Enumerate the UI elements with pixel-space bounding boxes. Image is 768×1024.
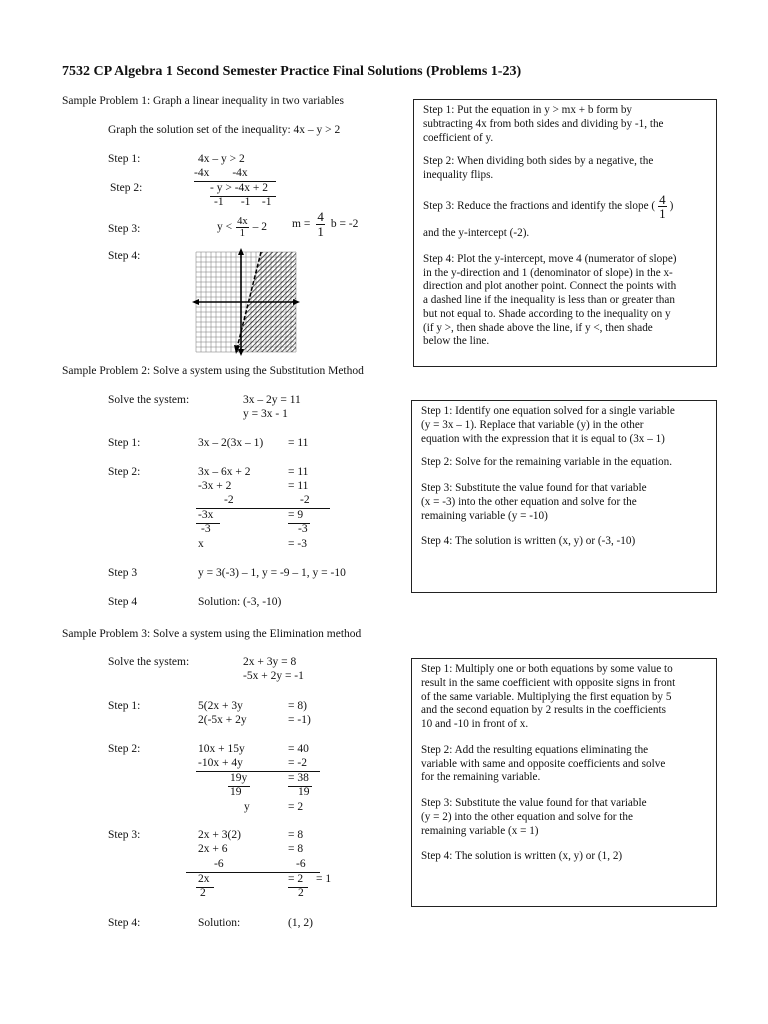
p1-explain-s4-line: but not equal to. Shade according to the inequality on y [423,307,671,320]
p2-work-rhs: = -3 [288,538,307,550]
p1-explain-s4-line: direction and plot another point. Connect the points with [423,280,677,293]
p2-explain-step1 [421,405,707,446]
p1-explain-s4-line: Step 4: Plot the y-intercept, move 4 (numerator of slope) [423,252,677,265]
p2-step1-label: Step 1: [108,437,141,449]
p3-step4-value: (1, 2) [288,917,313,929]
p1-step3-expr [217,216,267,239]
p3-s3-rhs: = 2 [288,873,304,885]
p3-s3-lhs: 2x [198,873,210,885]
p1-subtract-row: -4x -4x [194,167,248,179]
p2-equation-1: 3x – 2y = 11 [243,394,301,406]
p2-step3-label: Step 3 [108,567,138,579]
p2-explain-s3-line: remaining variable (y = -10) [421,509,548,522]
p1-b-value: b = -2 [330,217,359,230]
p1-step1-label: Step 1: [108,153,141,165]
p1-explain-step4 [423,253,707,349]
p3-explain-s4-line: Step 4: The solution is written (x, y) or (1, 2) [421,850,623,863]
p1-step3-fraction [236,216,249,239]
p2-explanation-box [411,400,717,593]
p3-s2-lhs: 19 [230,786,242,798]
p1-explain-s2-line: Step 2: When dividing both sides by a negative, the [423,155,654,168]
p3-s3-lhs: -6 [214,858,224,870]
p1-explain-slope-den: 1 [659,206,666,222]
p2-explain-s3-line: Step 3: Substitute the value found for that variable [421,482,647,495]
p2-work-lhs: -3x + 2 [198,480,232,492]
p1-explain-s1-line: coefficient of y. [423,131,494,144]
p3-s3-rhs: -6 [296,858,306,870]
p3-step4-label: Step 4: [108,917,141,929]
p2-work-lhs: -2 [224,494,234,506]
p1-slope-fraction [316,210,325,238]
p3-s2-lhs: 19y [230,772,248,784]
y-axis-bottom-arrow [238,349,244,356]
problem-2-heading: Sample Problem 2: Solve a system using the Substitution Method [62,365,364,377]
p1-explain-s3-close: ) [669,200,674,213]
y-axis-top-arrow [238,248,244,255]
p3-s2-rhs: = -2 [288,757,307,769]
p3-s3-rhs: 2 [298,887,304,899]
p3-explain-step4 [421,850,707,864]
p3-explain-s1-line: 10 and -10 in front of x. [421,718,529,731]
p2-step3-expr: y = 3(-3) – 1, y = -9 – 1, y = -10 [198,567,346,579]
p1-explain-s1-line: subtracting 4x from both sides and dividing by -1, the [423,117,664,130]
x-axis-left-arrow [192,299,199,305]
p1-step3-frac-den: 1 [239,228,245,240]
p3-s3-lhs: 2x + 3(2) [198,829,241,841]
p3-s3-rhs: = 8 [288,843,304,855]
p3-s2-lhs: y [244,801,250,813]
p2-explain-s1-line: Step 1: Identify one equation solved for a single variable [421,405,675,417]
p1-explain-s3-intercept: and the y-intercept (-2). [423,227,530,240]
p2-step1-lhs: 3x – 2(3x – 1) [198,437,264,449]
p1-slope-expr [292,210,358,238]
p3-explain-step1 [421,663,707,732]
p3-s2-rhs: = 38 [288,772,309,784]
p3-s1-rhs: = 8) [288,700,307,712]
p1-m-label: m = [292,217,311,230]
p2-work-lhs: x [198,538,204,550]
p1-step3-tail: – 2 [252,220,267,233]
p1-explain-s4-line: a dashed line if the inequality is less than or greater than [423,294,675,307]
p2-work-lhs: -3 [201,523,211,535]
p3-explain-step2 [421,744,707,785]
p1-slope-den: 1 [317,223,324,239]
p1-step2-label: Step 2: [110,182,143,194]
p3-s2-lhs: 10x + 15y [198,743,245,755]
p3-equation-1: 2x + 3y = 8 [243,656,297,668]
p1-explain-slope-fraction [658,193,667,221]
p1-explain-s3-text: Step 3: Reduce the fractions and identify the slope ( [423,200,656,213]
p3-equation-2: -5x + 2y = -1 [243,670,304,682]
p3-step1-label: Step 1: [108,700,141,712]
p3-s3-lhs: 2x + 6 [198,843,228,855]
p3-explain-s3-line: (y = 2) into the other equation and solve for the [421,810,633,823]
p2-explain-s1-line: equation with the expression that it is equal to (3x – 1) [421,432,665,445]
x-axis-right-arrow [293,299,300,305]
p3-explain-s1-line: result in the same coefficient with opposite signs in front [421,676,676,689]
problem-1-prompt: Graph the solution set of the inequality: 4x – y > 2 [108,124,341,136]
p2-work-lhs: 3x – 6x + 2 [198,466,251,478]
p1-explain-s3-slope-line [423,193,707,221]
p2-explain-s3-line: (x = -3) into the other equation and solve for the [421,495,637,508]
p3-step2-label: Step 2: [108,743,141,755]
p2-explain-s2-line: Step 2: Solve for the remaining variable in the equation. [421,456,673,469]
p2-step2-label: Step 2: [108,466,141,478]
p3-s1-lhs: 5(2x + 3y [198,700,243,712]
p2-explain-s1-line: (y = 3x – 1). Replace that variable (y) in the other [421,418,644,431]
p2-work-rhs: -2 [300,494,310,506]
p2-explain-step4 [421,535,707,549]
problem-3-heading: Sample Problem 3: Solve a system using the Elimination method [62,628,362,640]
p1-explain-s4-line: (if y >, then shade above the line, if y <, then shade [423,321,653,334]
p3-s3-lhs: 2 [200,887,206,899]
p1-explain-s4-line: below the line. [423,335,490,348]
p3-s2-rhs: = 2 [288,801,304,813]
p2-step1-rhs: = 11 [288,437,309,449]
p1-step4-label: Step 4: [108,250,141,262]
p3-explain-s1-line: of the same variable. Multiplying the first equation by 5 [421,690,672,703]
p1-step3-frac-num: 4x [237,216,248,227]
p3-s2-rhs: = 40 [288,743,309,755]
p1-divide-row: -1 -1 -1 [214,196,272,208]
p1-explain-s1-line: Step 1: Put the equation in y > mx + b form by [423,104,633,116]
p3-explain-s2-line: variable with same and opposite coefficients and solve [421,757,666,770]
p1-explain-slope-num: 4 [659,191,666,207]
p3-explain-s3-line: remaining variable (x = 1) [421,824,539,837]
p1-step2-expr: - y > -4x + 2 [210,182,269,194]
p1-explain-s2-line: inequality flips. [423,169,494,182]
p3-s3-result: = 1 [316,873,332,885]
p1-step3-y: y < [217,220,233,233]
p3-explain-step3 [421,797,707,838]
p2-explain-step3 [421,482,707,523]
p1-explanation-box [413,99,717,367]
p3-explain-s3-line: Step 3: Substitute the value found for that variable [421,797,647,810]
p1-step3-label: Step 3: [108,223,141,235]
p3-explain-s1-line: and the second equation by 2 results in the coefficients [421,704,666,717]
page-title: 7532 CP Algebra 1 Second Semester Practice Final Solutions (Problems 1-23) [62,64,522,79]
p1-explain-step1 [423,104,707,145]
p1-explain-step2 [423,155,707,183]
inequality-graph [192,248,300,356]
p2-work-lhs: -3x [198,509,214,521]
problem-2-prompt: Solve the system: [108,394,190,406]
p2-equation-2: y = 3x - 1 [243,408,288,420]
problem-3-prompt: Solve the system: [108,656,190,668]
p2-explain-s4-line: Step 4: The solution is written (x, y) or (-3, -10) [421,535,636,548]
p2-step4-label: Step 4 [108,596,138,608]
p3-s2-lhs: -10x + 4y [198,757,243,769]
p2-divider-line [196,508,330,509]
p3-explain-s1-line: Step 1: Multiply one or both equations by some value to [421,663,673,675]
p2-step4-expr: Solution: (-3, -10) [198,596,282,608]
p1-step1-expr: 4x – y > 2 [198,153,245,165]
p3-step3-label: Step 3: [108,829,141,841]
p3-step4-text: Solution: [198,917,241,929]
p1-explain-s4-line: in the y-direction and 1 (denominator of slope) in the x- [423,266,673,279]
p2-work-rhs: = 9 [288,509,304,521]
p3-s3-rhs: = 8 [288,829,304,841]
problem-1-heading: Sample Problem 1: Graph a linear inequality in two variables [62,95,344,107]
p1-explain-step3 [423,193,707,241]
p3-s1-rhs: = -1) [288,714,311,726]
p1-slope-num: 4 [317,209,324,224]
p3-s2-rhs: 19 [298,786,310,798]
p3-explanation-box [411,658,717,907]
p3-explain-s2-line: Step 2: Add the resulting equations eliminating the [421,743,649,756]
p2-explain-step2 [421,456,707,470]
p3-s1-lhs: 2(-5x + 2y [198,714,247,726]
p2-work-rhs: = 11 [288,480,309,492]
p3-explain-s2-line: for the remaining variable. [421,771,541,784]
p2-work-rhs: -3 [298,523,308,535]
p2-work-rhs: = 11 [288,466,309,478]
